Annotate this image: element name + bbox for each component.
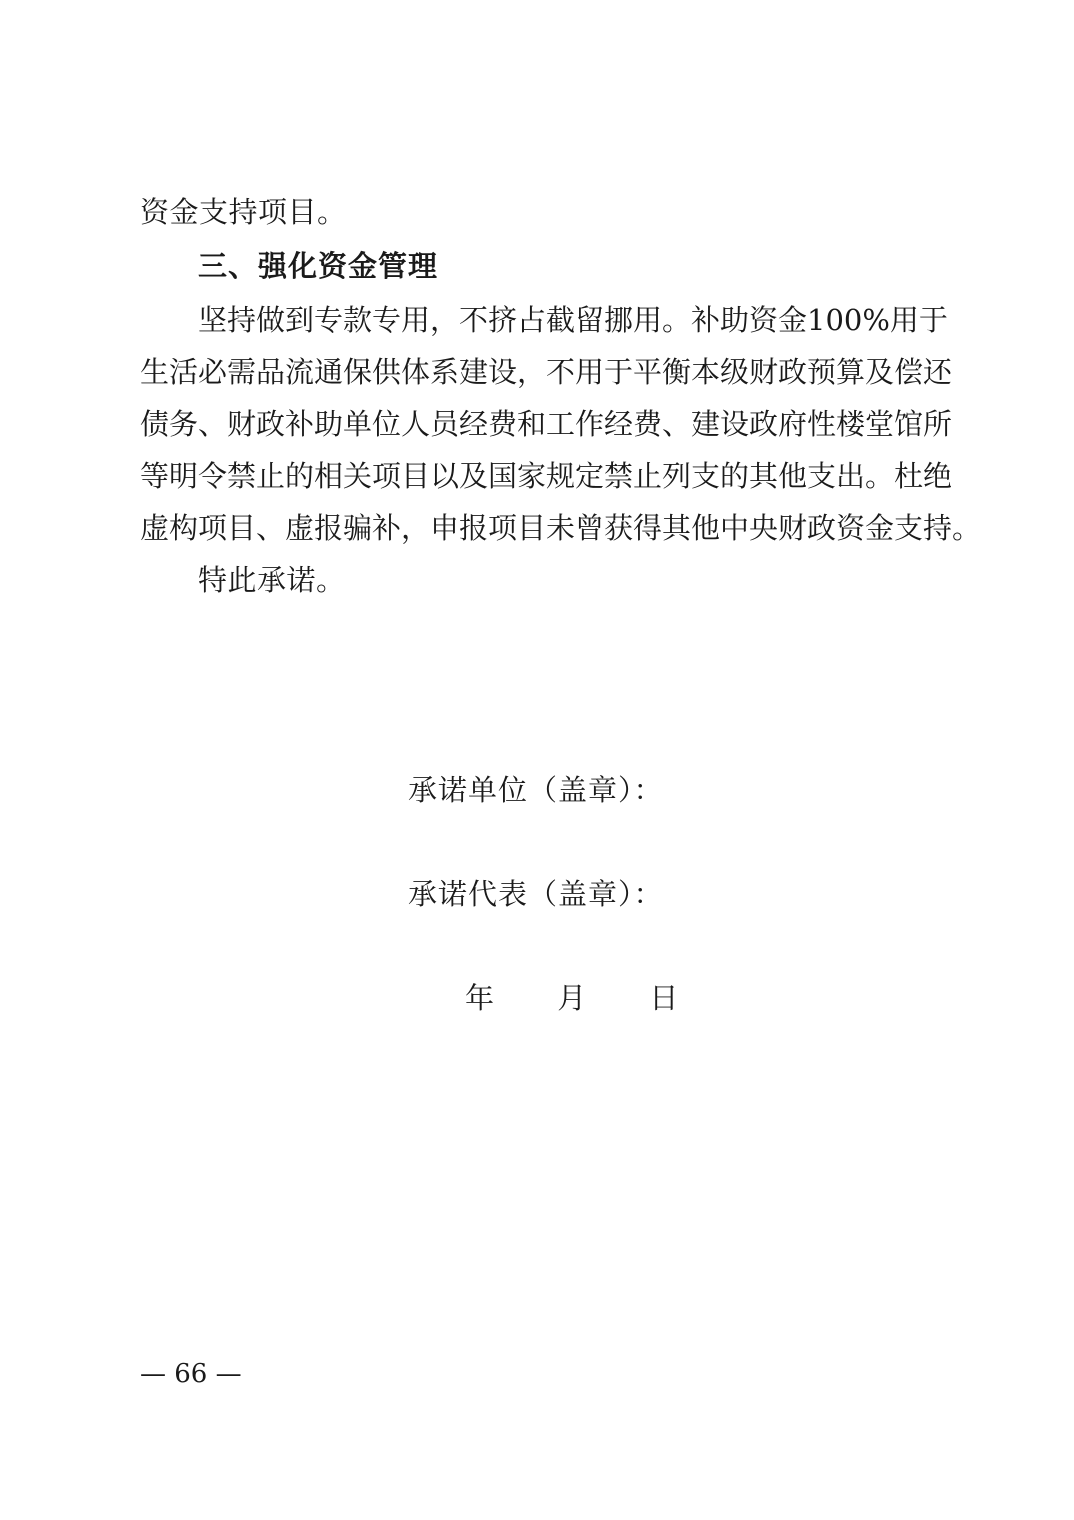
signature-date-label: 年 月 日	[465, 981, 706, 1015]
paragraph-line-1: 坚持做到专款专用，不挤占截留挪用。补助资金100%用于	[198, 303, 948, 337]
signature-representative-label: 承诺代表（盖章）：	[408, 877, 664, 911]
paragraph-continuation: 资金支持项目。	[140, 195, 347, 229]
paragraph-line-3: 债务、财政补助单位人员经费和工作经费、建设政府性楼堂馆所	[140, 407, 953, 441]
closing-statement: 特此承诺。	[198, 563, 346, 597]
paragraph-line-4: 等明令禁止的相关项目以及国家规定禁止列支的其他支出。杜绝	[140, 459, 953, 493]
page-number: — 66 —	[140, 1359, 242, 1389]
paragraph-line-2: 生活必需品流通保供体系建设，不用于平衡本级财政预算及偿还	[140, 355, 953, 389]
section-heading: 三、强化资金管理	[198, 249, 439, 283]
paragraph-line-5: 虚构项目、虚报骗补，申报项目未曾获得其他中央财政资金支持。	[140, 511, 982, 545]
signature-unit-label: 承诺单位（盖章）：	[408, 773, 664, 807]
